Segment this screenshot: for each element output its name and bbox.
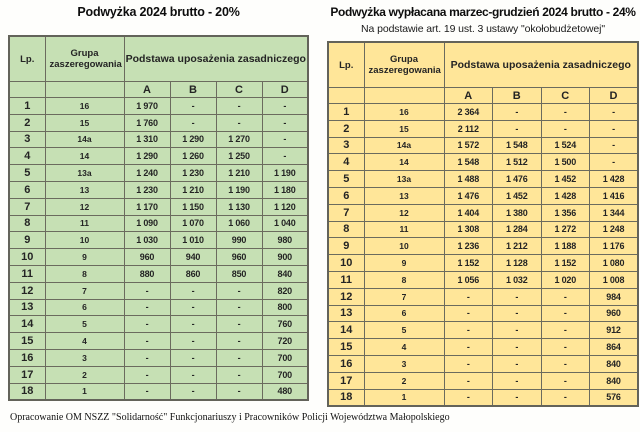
table-row xyxy=(9,366,308,383)
cell-lp: 18 xyxy=(328,389,364,406)
cell-a: - xyxy=(444,389,493,406)
cell-d: 1 040 xyxy=(262,215,308,232)
header-col-d: D xyxy=(262,82,308,98)
cell-d: 760 xyxy=(262,316,308,333)
cell-lp: 2 xyxy=(328,120,364,137)
cell-b: - xyxy=(493,339,542,356)
cell-d: 820 xyxy=(262,282,308,299)
cell-lp: 12 xyxy=(9,282,45,299)
cell-b: 1 010 xyxy=(170,232,216,249)
cell-a: 1 152 xyxy=(444,255,493,272)
cell-a: - xyxy=(444,305,493,322)
cell-c: 1 272 xyxy=(541,221,590,238)
cell-a: 1 548 xyxy=(444,154,493,171)
cell-group: 2 xyxy=(45,366,124,383)
cell-c: - xyxy=(541,104,590,121)
table-row xyxy=(328,372,638,389)
header-col-c: C xyxy=(216,82,262,98)
cell-b: 1 210 xyxy=(170,181,216,198)
cell-group: 11 xyxy=(45,215,124,232)
cell-a: - xyxy=(444,355,493,372)
cell-a: - xyxy=(444,322,493,339)
cell-lp: 4 xyxy=(9,148,45,165)
cell-lp: 14 xyxy=(9,316,45,333)
cell-b: 1 128 xyxy=(493,255,542,272)
cell-d: 720 xyxy=(262,333,308,350)
cell-b: - xyxy=(493,389,542,406)
cell-lp: 3 xyxy=(328,137,364,154)
cell-b: - xyxy=(493,322,542,339)
cell-c: 1 452 xyxy=(541,171,590,188)
cell-lp: 11 xyxy=(9,265,45,282)
cell-c: - xyxy=(216,316,262,333)
left-table-title: Podwyżka 2024 brutto - 20% xyxy=(77,5,240,19)
cell-lp: 3 xyxy=(9,131,45,148)
table-row xyxy=(9,265,308,282)
table-row xyxy=(9,215,308,232)
cell-a: - xyxy=(444,372,493,389)
cell-b: 1 150 xyxy=(170,198,216,215)
cell-b: 1 260 xyxy=(170,148,216,165)
cell-a: 1 030 xyxy=(124,232,170,249)
cell-group: 8 xyxy=(45,265,124,282)
cell-group: 6 xyxy=(45,299,124,316)
cell-b: - xyxy=(170,98,216,115)
cell-a: 2 364 xyxy=(444,104,493,121)
cell-d: 700 xyxy=(262,366,308,383)
cell-c: - xyxy=(541,322,590,339)
cell-b: 940 xyxy=(170,249,216,266)
cell-c: - xyxy=(541,305,590,322)
cell-c: 1 190 xyxy=(216,181,262,198)
cell-group: 14a xyxy=(45,131,124,148)
cell-d: 1 008 xyxy=(590,271,639,288)
cell-d: 864 xyxy=(590,339,639,356)
right-subheader-row xyxy=(328,88,638,104)
cell-a: 1 056 xyxy=(444,271,493,288)
cell-d: - xyxy=(262,131,308,148)
cell-c: - xyxy=(216,98,262,115)
cell-d: 800 xyxy=(262,299,308,316)
cell-lp: 17 xyxy=(9,366,45,383)
table-row xyxy=(9,333,308,350)
cell-a: 1 572 xyxy=(444,137,493,154)
cell-group: 14a xyxy=(364,137,444,154)
cell-c: 1 428 xyxy=(541,187,590,204)
cell-b: 1 230 xyxy=(170,165,216,182)
cell-a: - xyxy=(444,339,493,356)
cell-d: 960 xyxy=(590,305,639,322)
cell-d: 984 xyxy=(590,288,639,305)
table-row xyxy=(328,238,638,255)
table-row xyxy=(9,316,308,333)
cell-b: - xyxy=(493,305,542,322)
cell-group: 10 xyxy=(364,238,444,255)
table-row xyxy=(9,131,308,148)
cell-lp: 15 xyxy=(9,333,45,350)
table-row xyxy=(328,104,638,121)
cell-d: - xyxy=(590,104,639,121)
cell-lp: 7 xyxy=(328,204,364,221)
cell-b: - xyxy=(170,383,216,400)
cell-c: 850 xyxy=(216,265,262,282)
cell-b: - xyxy=(493,104,542,121)
cell-group: 13a xyxy=(364,171,444,188)
table-row xyxy=(328,389,638,406)
header-empty xyxy=(328,88,364,104)
cell-lp: 11 xyxy=(328,271,364,288)
cell-c: - xyxy=(541,288,590,305)
cell-c: 1 250 xyxy=(216,148,262,165)
cell-a: 1 090 xyxy=(124,215,170,232)
left-header-row xyxy=(9,36,308,82)
cell-group: 12 xyxy=(364,204,444,221)
cell-group: 6 xyxy=(364,305,444,322)
cell-b: - xyxy=(170,282,216,299)
cell-a: 2 112 xyxy=(444,120,493,137)
cell-a: - xyxy=(124,299,170,316)
cell-b: - xyxy=(170,299,216,316)
header-empty xyxy=(364,88,444,104)
cell-b: - xyxy=(493,372,542,389)
table-row xyxy=(328,255,638,272)
cell-group: 5 xyxy=(45,316,124,333)
cell-a: 1 230 xyxy=(124,181,170,198)
cell-d: 1 428 xyxy=(590,171,639,188)
table-row xyxy=(328,355,638,372)
cell-c: 1 130 xyxy=(216,198,262,215)
cell-a: - xyxy=(124,333,170,350)
header-col-d: D xyxy=(590,88,639,104)
cell-lp: 15 xyxy=(328,339,364,356)
cell-c: - xyxy=(216,383,262,400)
header-group: Grupa zaszeregowania xyxy=(364,42,444,88)
table-row xyxy=(328,154,638,171)
cell-lp: 10 xyxy=(328,255,364,272)
cell-c: 990 xyxy=(216,232,262,249)
cell-d: - xyxy=(262,148,308,165)
cell-d: 576 xyxy=(590,389,639,406)
cell-lp: 6 xyxy=(328,187,364,204)
cell-group: 3 xyxy=(364,355,444,372)
cell-a: 1 476 xyxy=(444,187,493,204)
header-lp: Lp. xyxy=(9,36,45,82)
cell-b: - xyxy=(170,316,216,333)
cell-b: 1 548 xyxy=(493,137,542,154)
cell-lp: 13 xyxy=(9,299,45,316)
cell-c: - xyxy=(216,349,262,366)
cell-a: 1 760 xyxy=(124,114,170,131)
cell-group: 16 xyxy=(364,104,444,121)
cell-c: 1 188 xyxy=(541,238,590,255)
cell-group: 8 xyxy=(364,271,444,288)
cell-group: 10 xyxy=(45,232,124,249)
cell-group: 13 xyxy=(364,187,444,204)
cell-a: - xyxy=(124,383,170,400)
table-row xyxy=(9,299,308,316)
cell-b: - xyxy=(493,355,542,372)
cell-a: 1 240 xyxy=(124,165,170,182)
cell-lp: 18 xyxy=(9,383,45,400)
cell-group: 13a xyxy=(45,165,124,182)
cell-lp: 13 xyxy=(328,305,364,322)
cell-group: 7 xyxy=(364,288,444,305)
cell-d: 1 248 xyxy=(590,221,639,238)
cell-c: - xyxy=(541,120,590,137)
cell-b: 1 380 xyxy=(493,204,542,221)
table-row xyxy=(9,282,308,299)
header-col-b: B xyxy=(493,88,542,104)
header-col-a: A xyxy=(444,88,493,104)
table-row xyxy=(9,98,308,115)
cell-c: 960 xyxy=(216,249,262,266)
cell-b: 1 476 xyxy=(493,171,542,188)
cell-d: - xyxy=(262,114,308,131)
right-table-title: Podwyżka wypłacana marzec-grudzień 2024 brutto - 24% xyxy=(330,5,636,19)
left-table xyxy=(8,35,309,401)
left-table-section xyxy=(8,4,309,401)
cell-a: 1 290 xyxy=(124,148,170,165)
header-empty xyxy=(45,82,124,98)
cell-c: - xyxy=(541,389,590,406)
cell-d: 1 344 xyxy=(590,204,639,221)
cell-b: - xyxy=(170,366,216,383)
cell-b: 1 284 xyxy=(493,221,542,238)
cell-group: 3 xyxy=(45,349,124,366)
cell-a: - xyxy=(124,349,170,366)
cell-lp: 12 xyxy=(328,288,364,305)
left-subheader-row xyxy=(9,82,308,98)
cell-a: 960 xyxy=(124,249,170,266)
cell-c: 1 060 xyxy=(216,215,262,232)
header-group: Grupa zaszeregowania xyxy=(45,36,124,82)
cell-d: 840 xyxy=(590,372,639,389)
table-row xyxy=(328,120,638,137)
cell-c: - xyxy=(216,114,262,131)
table-row xyxy=(9,232,308,249)
cell-a: 1 310 xyxy=(124,131,170,148)
cell-lp: 16 xyxy=(9,349,45,366)
cell-d: - xyxy=(590,120,639,137)
cell-c: - xyxy=(216,366,262,383)
right-table-section xyxy=(327,4,639,407)
table-row xyxy=(328,137,638,154)
cell-lp: 7 xyxy=(9,198,45,215)
cell-b: 1 452 xyxy=(493,187,542,204)
header-lp: Lp. xyxy=(328,42,364,88)
cell-group: 11 xyxy=(364,221,444,238)
cell-group: 4 xyxy=(364,339,444,356)
cell-lp: 2 xyxy=(9,114,45,131)
footer-credit: Opracowanie OM NSZZ "Solidarność" Funkcjonariuszy i Pracowników Policji Województwa Małopolskiego xyxy=(10,412,450,423)
table-row xyxy=(328,322,638,339)
cell-b: - xyxy=(170,333,216,350)
table-row xyxy=(9,114,308,131)
header-col-b: B xyxy=(170,82,216,98)
cell-c: - xyxy=(216,282,262,299)
cell-c: 1 152 xyxy=(541,255,590,272)
cell-b: - xyxy=(493,120,542,137)
cell-lp: 16 xyxy=(328,355,364,372)
cell-group: 15 xyxy=(364,120,444,137)
table-row xyxy=(328,187,638,204)
table-row xyxy=(328,271,638,288)
right-table xyxy=(327,41,639,407)
cell-group: 5 xyxy=(364,322,444,339)
cell-a: - xyxy=(124,316,170,333)
table-row xyxy=(328,204,638,221)
cell-lp: 17 xyxy=(328,372,364,389)
cell-d: 1 190 xyxy=(262,165,308,182)
cell-group: 7 xyxy=(45,282,124,299)
cell-lp: 5 xyxy=(9,165,45,182)
cell-lp: 10 xyxy=(9,249,45,266)
cell-group: 4 xyxy=(45,333,124,350)
table-row xyxy=(9,148,308,165)
right-header-row xyxy=(328,42,638,88)
cell-group: 9 xyxy=(364,255,444,272)
cell-a: 1 970 xyxy=(124,98,170,115)
cell-group: 12 xyxy=(45,198,124,215)
cell-d: - xyxy=(590,137,639,154)
cell-b: 860 xyxy=(170,265,216,282)
header-base: Podstawa uposażenia zasadniczego xyxy=(124,36,308,82)
header-col-c: C xyxy=(541,88,590,104)
cell-c: 1 524 xyxy=(541,137,590,154)
header-col-a: A xyxy=(124,82,170,98)
cell-group: 9 xyxy=(45,249,124,266)
table-row xyxy=(9,249,308,266)
cell-lp: 8 xyxy=(328,221,364,238)
cell-c: 1 020 xyxy=(541,271,590,288)
header-empty xyxy=(9,82,45,98)
table-row xyxy=(9,383,308,400)
cell-d: 1 080 xyxy=(590,255,639,272)
cell-d: 1 416 xyxy=(590,187,639,204)
cell-c: - xyxy=(541,355,590,372)
cell-a: 1 488 xyxy=(444,171,493,188)
table-row xyxy=(9,198,308,215)
cell-lp: 14 xyxy=(328,322,364,339)
table-row xyxy=(9,349,308,366)
cell-group: 2 xyxy=(364,372,444,389)
header-base: Podstawa uposażenia zasadniczego xyxy=(444,42,638,88)
cell-group: 1 xyxy=(45,383,124,400)
cell-lp: 6 xyxy=(9,181,45,198)
table-row xyxy=(328,221,638,238)
cell-b: 1 070 xyxy=(170,215,216,232)
cell-lp: 9 xyxy=(9,232,45,249)
cell-lp: 9 xyxy=(328,238,364,255)
cell-c: - xyxy=(541,372,590,389)
cell-group: 14 xyxy=(364,154,444,171)
table-row xyxy=(9,165,308,182)
cell-a: 1 308 xyxy=(444,221,493,238)
table-row xyxy=(328,288,638,305)
right-table-subtitle: Na podstawie art. 19 ust. 3 ustawy "okołobudżetowej" xyxy=(361,23,605,35)
cell-b: - xyxy=(493,288,542,305)
cell-c: 1 210 xyxy=(216,165,262,182)
table-row xyxy=(328,305,638,322)
cell-c: - xyxy=(216,333,262,350)
cell-group: 13 xyxy=(45,181,124,198)
cell-c: - xyxy=(216,299,262,316)
table-row xyxy=(328,171,638,188)
cell-c: 1 356 xyxy=(541,204,590,221)
cell-group: 14 xyxy=(45,148,124,165)
cell-b: - xyxy=(170,349,216,366)
cell-d: - xyxy=(262,98,308,115)
cell-group: 15 xyxy=(45,114,124,131)
cell-c: - xyxy=(541,339,590,356)
cell-d: 1 180 xyxy=(262,181,308,198)
cell-a: - xyxy=(124,366,170,383)
cell-a: 1 170 xyxy=(124,198,170,215)
table-row xyxy=(328,339,638,356)
cell-b: 1 032 xyxy=(493,271,542,288)
cell-a: - xyxy=(124,282,170,299)
cell-group: 16 xyxy=(45,98,124,115)
cell-d: 900 xyxy=(262,249,308,266)
cell-b: 1 212 xyxy=(493,238,542,255)
cell-c: 1 270 xyxy=(216,131,262,148)
cell-a: 1 404 xyxy=(444,204,493,221)
cell-d: 1 120 xyxy=(262,198,308,215)
cell-group: 1 xyxy=(364,389,444,406)
cell-b: - xyxy=(170,114,216,131)
cell-d: - xyxy=(590,154,639,171)
cell-d: 480 xyxy=(262,383,308,400)
cell-d: 840 xyxy=(590,355,639,372)
cell-lp: 1 xyxy=(328,104,364,121)
cell-lp: 8 xyxy=(9,215,45,232)
cell-lp: 5 xyxy=(328,171,364,188)
cell-b: 1 512 xyxy=(493,154,542,171)
cell-lp: 1 xyxy=(9,98,45,115)
cell-d: 700 xyxy=(262,349,308,366)
cell-a: 880 xyxy=(124,265,170,282)
cell-d: 1 176 xyxy=(590,238,639,255)
cell-a: 1 236 xyxy=(444,238,493,255)
cell-lp: 4 xyxy=(328,154,364,171)
cell-d: 840 xyxy=(262,265,308,282)
table-row xyxy=(9,181,308,198)
cell-d: 980 xyxy=(262,232,308,249)
cell-b: 1 290 xyxy=(170,131,216,148)
cell-a: - xyxy=(444,288,493,305)
cell-c: 1 500 xyxy=(541,154,590,171)
cell-d: 912 xyxy=(590,322,639,339)
